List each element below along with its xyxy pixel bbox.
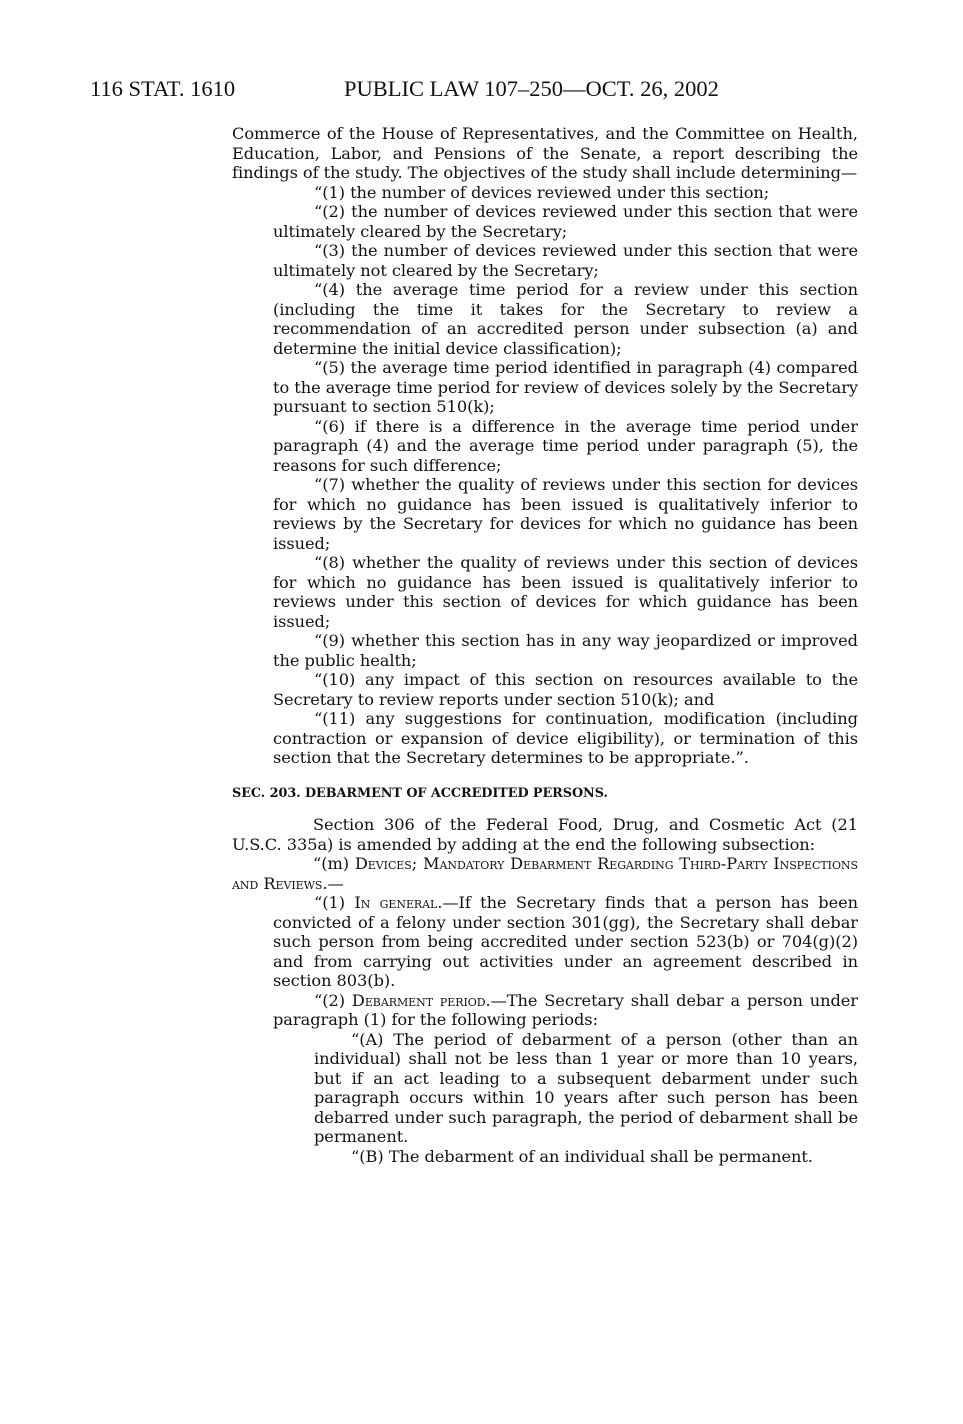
list-item: “(5) the average time period identified in paragraph (4) compared to the average time period for review of devices solely by the Secretary pursuant to section 510(k); — [273, 358, 858, 416]
list-item: “(7) whether the quality of reviews under this section for devices for which no guidance has been issued is qualitatively inferior to reviews by the Secretary for devices for which no guidance has been issued; — [273, 475, 858, 553]
list-item: “(11) any suggestions for continuation, modification (including contraction or expansion of device eligibility), or termination of this section that the Secretary determines to be appropriate.”. — [273, 709, 858, 767]
list-item: “(10) any impact of this section on resources available to the Secretary to review reports under section 510(k); and — [273, 670, 858, 709]
debarment-periods — [232, 1030, 858, 1167]
list-item: “(3) the number of devices reviewed under this section that were ultimately not cleared by the Secretary; — [273, 241, 858, 280]
objectives-list — [232, 183, 858, 768]
page-header — [90, 74, 870, 104]
paragraph-1 — [273, 893, 858, 991]
document-body — [232, 124, 858, 1166]
paragraph-2-prefix: “(2) — [314, 990, 352, 1010]
debarment-paragraphs — [232, 893, 858, 1030]
paragraph-1-prefix: “(1) — [314, 893, 355, 912]
paragraph-2-heading: Debarment period. — [351, 990, 491, 1010]
intro-paragraph: Commerce of the House of Representatives, and the Committee on Health, Education, Labor, and Pensions of the Senate, a report describing the findings of the study. The objectives of the study shall include determining— — [232, 124, 858, 182]
paragraph-1-text: —If the Secretary finds that a person has been convicted of a felony under section 301(gg), the Secretary shall debar such person from being accredited under section 523(b) or 704(g)(2) and from carrying out activities under an agreement described in section 803(b). — [273, 893, 859, 990]
list-item: “(8) whether the quality of reviews under this section of devices for which no guidance has been issued is qualitatively inferior to reviews under this section of devices for which guidance has been issued; — [273, 553, 858, 631]
list-item: “(6) if there is a difference in the average time period under paragraph (4) and the average time period under paragraph (5), the reasons for such difference; — [273, 416, 858, 475]
subparagraph-b: “(B) The debarment of an individual shall be permanent. — [351, 1146, 813, 1166]
page-reference: 116 STAT. 1610 — [90, 76, 236, 101]
section-heading: SEC. 203. DEBARMENT OF ACCREDITED PERSONS. — [232, 785, 608, 801]
paragraph-2 — [273, 991, 858, 1030]
list-item: “(4) the average time period for a review under this section (including the time it takes for the Secretary to review a recommendation of an accredited person under subsection (a) and determine the initial device classification); — [273, 280, 858, 358]
paragraph-2-text: —The Secretary shall debar a person under paragraph (1) for the following periods: — [273, 990, 858, 1029]
list-item: “(9) whether this section has in any way jeopardized or improved the public health; — [273, 631, 858, 670]
list-item: “(2) the number of devices reviewed under this section that were ultimately cleared by the Secretary; — [273, 202, 858, 241]
law-title: PUBLIC LAW 107–250—OCT. 26, 2002 — [344, 76, 719, 101]
subsection-m-prefix: “(m) — [313, 854, 355, 873]
paragraph-1-heading: In general. — [354, 893, 443, 912]
subsection-m — [232, 854, 858, 893]
list-item: “(1) the number of devices reviewed under this section; — [314, 182, 770, 202]
subparagraph-a: “(A) The period of debarment of a person (other than an individual) shall not be less than 1 year or more than 10 years, but if an act leading to a subsequent debarment under such paragraph occurs within 10 years after such person has been debarred under such paragraph, the period of debarment shall be permanent. — [314, 1029, 858, 1146]
subsection-m-heading: Devices; Mandatory Debarment Regarding Third-Party Inspections and Reviews.— — [232, 854, 858, 893]
section-intro: Section 306 of the Federal Food, Drug, and Cosmetic Act (21 U.S.C. 335a) is amended by adding at the end the following subsection: — [232, 815, 858, 854]
